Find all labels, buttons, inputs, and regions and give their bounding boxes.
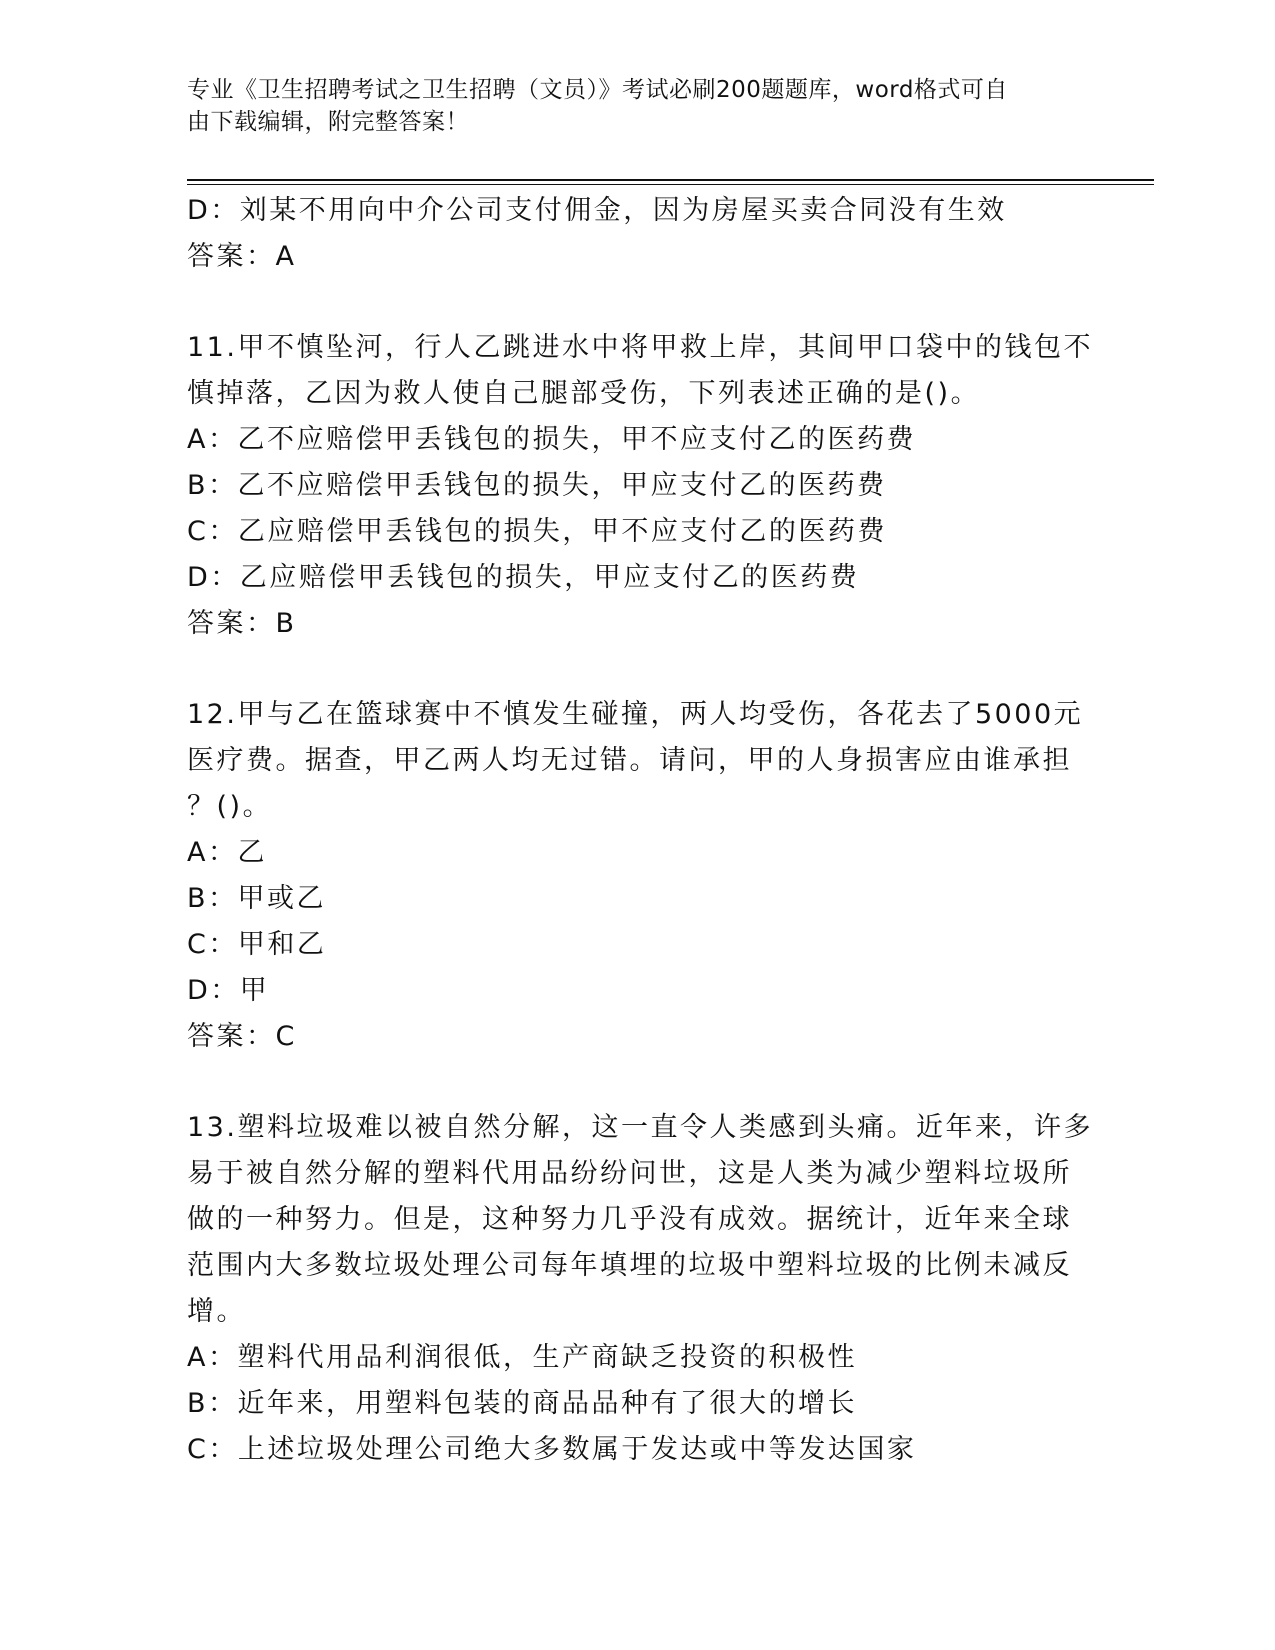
spacer	[187, 647, 1087, 692]
option-c: C：上述垃圾处理公司绝大多数属于发达或中等发达国家	[187, 1434, 917, 1465]
answer-line: 答案：A	[187, 241, 297, 272]
option-d: D：甲	[187, 975, 270, 1006]
question-12	[187, 692, 1087, 1060]
spacer	[187, 280, 1087, 325]
question-stem-line: 医疗费。据查，甲乙两人均无过错。请问，甲的人身损害应由谁承担	[187, 745, 1072, 776]
answer-line: 答案：B	[187, 608, 297, 639]
option-a: A：乙不应赔偿甲丢钱包的损失，甲不应支付乙的医药费	[187, 424, 916, 455]
question-stem-line: 做的一种努力。但是，这种努力几乎没有成效。据统计，近年来全球	[187, 1204, 1072, 1235]
question-11	[187, 325, 1093, 647]
option-c: C：乙应赔偿甲丢钱包的损失，甲不应支付乙的医药费	[187, 516, 887, 547]
question-stem-line: 13.塑料垃圾难以被自然分解，这一直令人类感到头痛。近年来，许多	[187, 1112, 1093, 1143]
question-13	[187, 1105, 1093, 1473]
option-b: B：乙不应赔偿甲丢钱包的损失，甲应支付乙的医药费	[187, 470, 887, 501]
question-list	[187, 188, 1093, 1473]
option-a: A：乙	[187, 837, 267, 868]
option-b: B：甲或乙	[187, 883, 327, 914]
question-stem-line: 增。	[187, 1296, 246, 1327]
answer-line: 答案：C	[187, 1021, 297, 1052]
question-stem-line: 范围内大多数垃圾处理公司每年填埋的垃圾中塑料垃圾的比例未减反	[187, 1250, 1072, 1281]
document-header	[187, 74, 1067, 138]
question-stem-line: 12.甲与乙在篮球赛中不慎发生碰撞，两人均受伤，各花去了5000元	[187, 699, 1084, 730]
header-title-line-2: 由下载编辑，附完整答案！	[187, 109, 469, 135]
option-d: D：乙应赔偿甲丢钱包的损失，甲应支付乙的医药费	[187, 562, 860, 593]
header-title-line-1: 专业《卫生招聘考试之卫生招聘（文员）》考试必刷200题题库，word格式可自	[187, 77, 1008, 103]
question-stem-line: 11.甲不慎坠河，行人乙跳进水中将甲救上岸，其间甲口袋中的钱包不	[187, 332, 1093, 363]
question-stem-line: 慎掉落，乙因为救人使自己腿部受伤，下列表述正确的是()。	[187, 378, 981, 409]
option-b: B：近年来，用塑料包装的商品品种有了很大的增长	[187, 1388, 858, 1419]
header-divider-thick	[187, 179, 1154, 181]
question-stem-line: ？()。	[187, 791, 273, 822]
question-stem-line: 易于被自然分解的塑料代用品纷纷问世，这是人类为减少塑料垃圾所	[187, 1158, 1072, 1189]
option-a: A：塑料代用品利润很低，生产商缺乏投资的积极性	[187, 1342, 857, 1373]
carryover-question	[187, 188, 1087, 280]
option-c: C：甲和乙	[187, 929, 327, 960]
spacer	[187, 1060, 1087, 1105]
header-divider-thin	[187, 184, 1154, 185]
option-d: D：刘某不用向中介公司支付佣金，因为房屋买卖合同没有生效	[187, 195, 1007, 226]
